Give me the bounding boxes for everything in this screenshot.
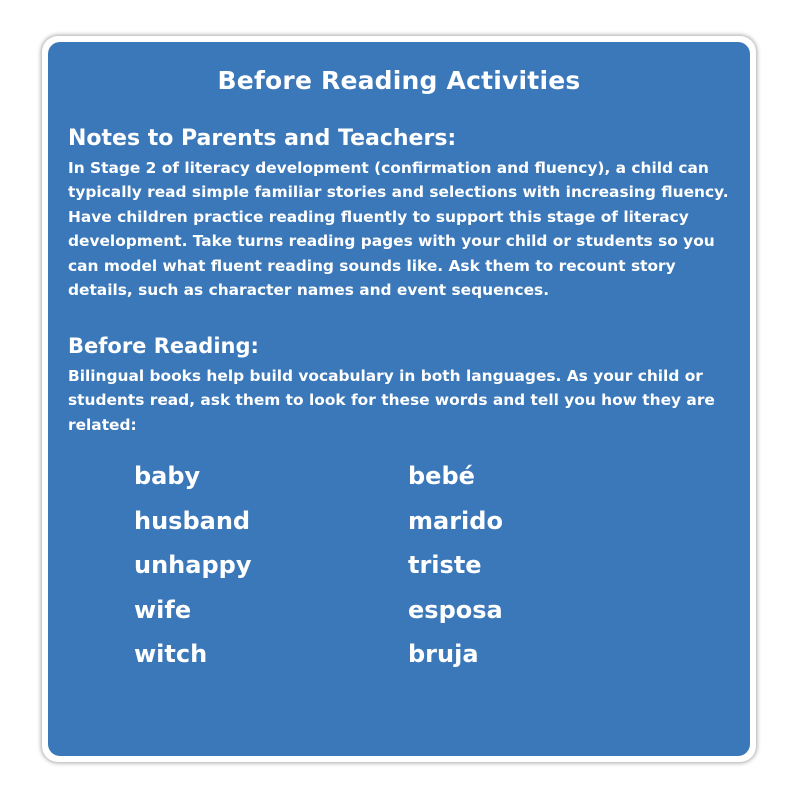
page-title: Before Reading Activities	[217, 66, 581, 95]
activities-panel	[48, 42, 750, 756]
vocabulary-spanish: bebé	[408, 462, 475, 491]
vocabulary-row	[134, 454, 694, 499]
vocabulary-row	[134, 588, 694, 633]
before-reading-text: Bilingual books help build vocabulary in both languages. As your child or students read, ask them to look for these words and tell you how they are related:	[68, 367, 715, 434]
vocabulary-list	[134, 454, 694, 677]
vocabulary-english: unhappy	[134, 551, 252, 580]
vocabulary-english: wife	[134, 595, 192, 624]
vocabulary-english: husband	[134, 506, 251, 535]
page-frame	[42, 36, 756, 762]
before-reading-heading: Before Reading:	[68, 334, 259, 358]
notes-text: In Stage 2 of literacy development (confirmation and fluency), a child can typically read simple familiar stories and selections with increasing fluency. Have children practice reading fluently to support this stage of literacy development. Take turns reading pages with your child or students so you can model what fluent reading sounds like. Ask them to recount story details, such as character names and event sequences.	[68, 159, 729, 300]
vocabulary-spanish: triste	[408, 551, 482, 580]
vocabulary-spanish: esposa	[408, 595, 503, 624]
vocabulary-spanish: marido	[408, 506, 503, 535]
vocabulary-row	[134, 543, 694, 588]
notes-heading: Notes to Parents and Teachers:	[68, 126, 457, 151]
vocabulary-english: witch	[134, 640, 208, 669]
vocabulary-spanish: bruja	[408, 640, 479, 669]
vocabulary-row	[134, 632, 694, 677]
vocabulary-english: baby	[134, 462, 201, 491]
vocabulary-row	[134, 499, 694, 544]
